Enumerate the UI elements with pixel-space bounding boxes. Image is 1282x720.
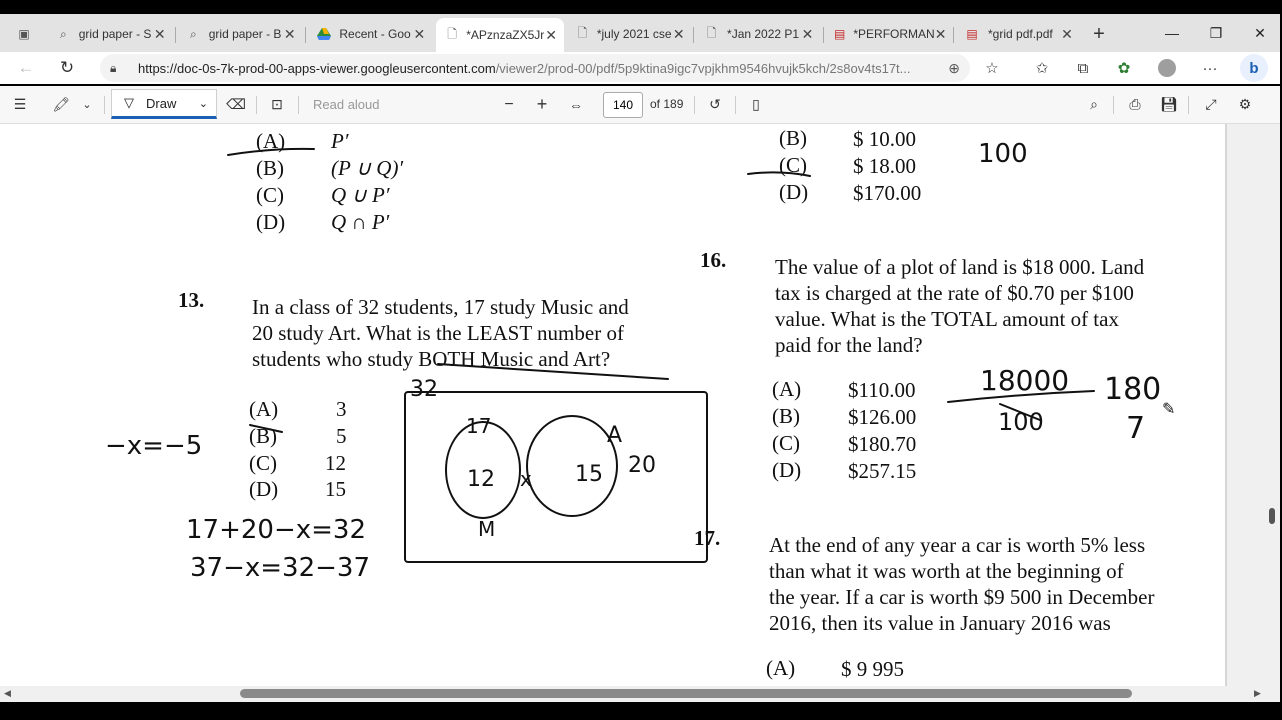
- ink-music-letter: M: [478, 517, 496, 541]
- question-number: 13.: [178, 288, 205, 312]
- close-icon[interactable]: ✕: [153, 25, 166, 42]
- q16-option-letter: (A): [772, 377, 802, 401]
- ink-eq-side: −x=−5: [105, 431, 203, 461]
- tab-actions-button[interactable]: [8, 19, 38, 49]
- question-17-text: At the end of any year a car is worth 5% less than what it was worth at the beginning of the year. If a car is worth $9 500 in December 2016, then its value in January 2016 was: [769, 533, 1155, 635]
- document-icon: 🗋: [447, 26, 457, 41]
- back-button[interactable]: [12, 57, 40, 79]
- extension-icon: ✿: [1117, 60, 1131, 77]
- vertical-scrollbar[interactable]: [1227, 124, 1280, 686]
- drive-icon: [316, 26, 331, 42]
- q17-option-letter: (A): [766, 656, 796, 680]
- q17-option-value: $ 9 995: [841, 657, 904, 681]
- tab-active-pdf[interactable]: 🗋 *APznzaZX5Jr ✕: [436, 18, 564, 52]
- ink-underline-c: [748, 172, 810, 176]
- chevron-down-icon: ⌄: [198, 97, 208, 110]
- q12-option-letter: (B): [256, 156, 284, 180]
- collections-button[interactable]: [1070, 57, 1096, 79]
- zoom-out-button[interactable]: [498, 93, 520, 116]
- q13-option-letter: (B): [249, 424, 277, 448]
- lock-icon: 🔒︎: [110, 60, 117, 75]
- tab-grid-paper-2[interactable]: ⌕ grid paper - B ✕: [176, 19, 304, 49]
- page-view-icon: ▯: [752, 96, 760, 112]
- close-window-button[interactable]: [1238, 14, 1282, 52]
- q16-option-value: $257.15: [848, 459, 917, 483]
- search-icon: ⌕: [190, 26, 197, 41]
- ink-total: 32: [410, 377, 438, 402]
- venn-art-circle: [527, 416, 617, 516]
- pen-icon: ▽: [124, 95, 134, 110]
- scroll-right-icon[interactable]: ▶: [1254, 688, 1261, 698]
- draw-button[interactable]: ▽ Draw ⌄: [111, 89, 217, 119]
- close-icon[interactable]: ✕: [1061, 25, 1073, 42]
- highlight-dropdown[interactable]: [78, 93, 96, 116]
- favorites-icon: ✩: [1035, 60, 1049, 77]
- q13-option-letter: (A): [249, 397, 279, 421]
- highlight-button[interactable]: [48, 93, 74, 116]
- bing-button[interactable]: [1240, 54, 1268, 82]
- scroll-left-icon[interactable]: ◀: [4, 688, 11, 698]
- favorites-button[interactable]: [1029, 57, 1055, 79]
- close-icon[interactable]: ✕: [283, 25, 296, 42]
- ink-art-count: 20: [628, 453, 656, 478]
- q12-option-letter: (D): [256, 210, 286, 234]
- q16-option-letter: (D): [772, 458, 802, 482]
- close-icon[interactable]: ✕: [545, 26, 557, 43]
- pdf-viewer[interactable]: [0, 124, 1280, 686]
- q13-option-value: 15: [325, 477, 346, 501]
- question-number: 17.: [694, 526, 721, 550]
- tab-july-2021[interactable]: 🗋 *july 2021 cse ✕: [577, 25, 685, 42]
- question-16-text: The value of a plot of land is $18 000. Land tax is charged at the rate of $0.70 per $100 value. What is the TOTAL amount of tax paid for the land?: [775, 255, 1145, 357]
- url-path: /viewer2/prod-00/pdf/5p9ktina9igc7vpjkhm9546hvujk5kch/2s8ov4ts17t...: [495, 60, 911, 76]
- pdf-page: [0, 124, 1225, 686]
- q12-option-value: Q ∩ P′: [331, 210, 390, 234]
- ink-eq1: 17+20−x=32: [186, 515, 366, 545]
- tab-performance[interactable]: ▤ *PERFORMAN ✕: [834, 25, 947, 42]
- pdf-settings-button[interactable]: [1233, 93, 1257, 116]
- q12-option-value: (P ∪ Q)′: [331, 156, 404, 180]
- document-icon: 🗋: [706, 25, 717, 40]
- pdf-toolbar: [0, 86, 1280, 124]
- url-bar[interactable]: [100, 54, 970, 82]
- fullscreen-button[interactable]: [1199, 93, 1223, 116]
- ink-underline-both: [438, 364, 668, 379]
- question-number: 16.: [700, 248, 727, 272]
- ink-annotations: [0, 124, 1225, 686]
- pdf-icon: ▤: [834, 27, 846, 41]
- q12-option-letter: (C): [256, 183, 284, 207]
- q16-option-letter: (C): [772, 431, 800, 455]
- more-icon: ···: [1202, 59, 1218, 77]
- q15-option-value: $ 10.00: [853, 127, 916, 151]
- zoom-icon[interactable]: ⊕: [948, 59, 960, 76]
- expand-icon: ⤢: [1205, 96, 1217, 112]
- search-icon: ⌕: [1090, 96, 1098, 112]
- back-arrow-icon: ←: [17, 58, 35, 77]
- add-text-button[interactable]: [264, 93, 290, 116]
- restore-button[interactable]: [1194, 14, 1238, 52]
- close-icon: ✕: [1254, 24, 1266, 41]
- minus-icon: −: [504, 95, 514, 113]
- vertical-scroll-thumb[interactable]: [1269, 508, 1275, 524]
- rotate-icon: ↺: [709, 96, 721, 112]
- total-pages: of 189: [650, 97, 684, 111]
- refresh-icon: ↻: [59, 58, 75, 77]
- collections-icon: ⧉: [1077, 59, 1089, 77]
- settings-menu-button[interactable]: [1197, 57, 1223, 79]
- chevron-down-icon: ⌄: [82, 99, 92, 111]
- q15-option-letter: (C): [779, 153, 807, 177]
- address-toolbar: [0, 52, 1280, 84]
- ink-frac-num: 18000: [980, 364, 1070, 397]
- minimize-icon: —: [1165, 25, 1179, 41]
- tab-google-drive[interactable]: Recent - Goo ✕: [306, 19, 434, 49]
- ink-art-letter: A: [607, 423, 623, 448]
- highlighter-icon: 🖍︎: [52, 96, 70, 112]
- refresh-button[interactable]: [53, 57, 81, 79]
- venn-universal-set: [405, 392, 707, 562]
- tab-strip: [0, 14, 1280, 52]
- favorite-button[interactable]: [979, 57, 1005, 79]
- q12-option-value: Q ∪ P′: [331, 183, 390, 207]
- ink-only-music: 12: [467, 467, 495, 492]
- q16-option-value: $126.00: [848, 405, 917, 429]
- q16-option-value: $180.70: [848, 432, 917, 456]
- tab-grid-pdf[interactable]: ▤ *grid pdf.pdf ✕: [954, 19, 1082, 49]
- ink-mult-b: 7: [1126, 411, 1146, 446]
- ink-frac-den: 100: [998, 408, 1044, 436]
- ink-underline-a: [228, 149, 314, 155]
- fit-page-button[interactable]: [564, 93, 588, 116]
- save-button[interactable]: [1157, 93, 1181, 116]
- print-button[interactable]: [1123, 93, 1147, 116]
- q12-option-value: P′: [331, 129, 349, 153]
- print-icon: ⎙: [1129, 96, 1141, 112]
- close-icon[interactable]: ✕: [934, 25, 947, 42]
- contents-button[interactable]: [8, 93, 32, 116]
- search-button[interactable]: [1082, 93, 1106, 116]
- eraser-icon: ⌫: [226, 96, 246, 112]
- text-box-icon: ⊡: [271, 96, 283, 112]
- search-icon: ⌕: [60, 26, 67, 41]
- url-host: https://doc-0s-7k-prod-00-apps-viewer.googleusercontent.com: [138, 60, 496, 76]
- ink-only-art: 15: [575, 462, 603, 487]
- plus-icon: +: [1093, 22, 1105, 45]
- q13-option-value: 12: [325, 451, 346, 475]
- document-icon: 🗋: [577, 25, 588, 40]
- extensions-button[interactable]: [1111, 57, 1137, 79]
- profile-button[interactable]: [1154, 57, 1180, 79]
- avatar: [1158, 59, 1176, 77]
- list-icon: ☰: [13, 96, 27, 112]
- question-13-text: In a class of 32 students, 17 study Music and 20 study Art. What is the LEAST number of students who study BOTH Music and Art?: [252, 295, 629, 371]
- ink-music-count: 17: [466, 414, 492, 438]
- page-number-input[interactable]: 140: [603, 92, 643, 118]
- minimize-button[interactable]: [1150, 14, 1194, 52]
- q15-option-letter: (B): [779, 126, 807, 150]
- close-icon[interactable]: ✕: [413, 25, 426, 42]
- plus-icon: +: [536, 94, 548, 114]
- restore-icon: ❐: [1209, 24, 1223, 41]
- page-view-button[interactable]: [744, 93, 768, 116]
- ink-eq2: 37−x=32−37: [190, 553, 370, 583]
- fit-width-icon: ⇔: [569, 96, 583, 113]
- tab-grid-paper-1[interactable]: ⌕ grid paper - S ✕: [46, 19, 174, 49]
- q16-option-letter: (B): [772, 404, 800, 428]
- close-icon[interactable]: ✕: [672, 25, 685, 42]
- ink-strike-b: [250, 425, 282, 432]
- q13-option-letter: (D): [249, 477, 279, 501]
- tab-actions-icon: ▣: [18, 27, 30, 41]
- horizontal-scroll-thumb[interactable]: [240, 689, 1132, 698]
- new-tab-button[interactable]: [1086, 19, 1112, 49]
- pdf-icon: ▤: [966, 27, 978, 41]
- pen-cursor-icon: ✎: [1162, 399, 1176, 418]
- erase-button[interactable]: [224, 93, 248, 116]
- ink-mult-a: 180: [1104, 372, 1162, 407]
- ink-both: x: [520, 467, 532, 491]
- rotate-button[interactable]: [703, 93, 727, 116]
- q13-option-letter: (C): [249, 451, 277, 475]
- gear-icon: ⚙: [1238, 96, 1252, 112]
- q15-option-letter: (D): [779, 180, 809, 204]
- save-icon: 💾︎: [1160, 96, 1178, 112]
- bing-icon: b: [1249, 59, 1259, 77]
- q12-option-letter: (A): [256, 129, 286, 153]
- star-icon: ☆: [985, 60, 999, 77]
- zoom-in-button[interactable]: [531, 93, 553, 116]
- tab-jan-2022[interactable]: 🗋 *Jan 2022 P1 ✕: [694, 19, 822, 49]
- q16-option-value: $110.00: [848, 378, 916, 402]
- ink-q15-work: 100: [978, 139, 1028, 169]
- close-icon[interactable]: ✕: [801, 25, 814, 42]
- q15-option-value: $ 18.00: [853, 154, 916, 178]
- q13-option-value: 5: [336, 424, 347, 448]
- q15-option-value: $170.00: [853, 181, 922, 205]
- read-aloud-button[interactable]: Read aloud: [313, 97, 380, 112]
- q13-option-value: 3: [336, 397, 347, 421]
